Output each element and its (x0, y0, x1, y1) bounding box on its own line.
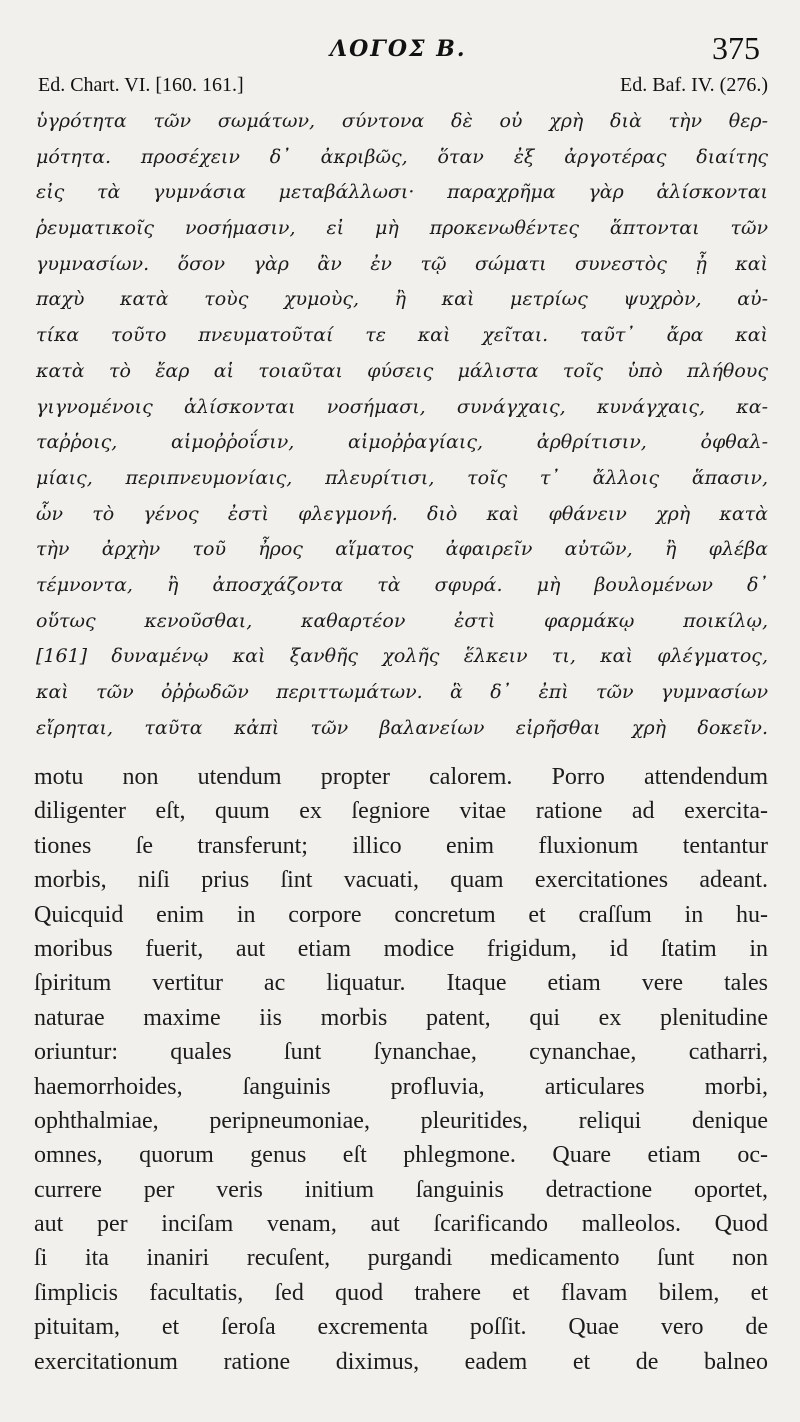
greek-text-line: εἴρηται, ταῦτα κἀπὶ τῶν βαλανείων εἰρῆσθαι χρὴ δοκεῖν. (36, 716, 768, 739)
latin-text-line: currere per veris initium ſanguinis detractione oportet, (34, 1176, 768, 1203)
latin-text-line: exercitationum ratione diximus, eadem et de balneo (34, 1348, 768, 1375)
latin-text-line: morbis, niſi prius ſint vacuati, quam exercitationes adeant. (34, 867, 768, 894)
latin-text-line: ophthalmiae, peripneumoniae, pleuritides, reliqui denique (34, 1107, 768, 1134)
greek-text-line: τὴν ἀρχὴν τοῦ ἦρος αἵματος ἀφαιρεῖν αὐτῶν, ἢ φλέβα (36, 538, 768, 561)
greek-text-line: μίαις, περιπνευμονίαις, πλευρίτισι, τοῖς τ᾽ ἄλλοις ἅπασιν, (36, 466, 768, 489)
running-title: ΛΟΓΟΣ Β. (330, 36, 467, 62)
latin-text-line: motu non utendum propter calorem. Porro attendendum (34, 764, 768, 790)
latin-text-line: moribus fuerit, aut etiam modice frigidum, id ſtatim in (34, 935, 768, 962)
greek-text-line: ταῤῥοις, αἱμοῤῥοΐσιν, αἱμοῤῥαγίαις, ἀρθρίτισιν, ὀφθαλ- (36, 431, 768, 454)
greek-text-line: [161] δυναμένῳ καὶ ξανθῆς χολῆς ἕλκειν τι, καὶ φλέγματος, (36, 645, 768, 668)
latin-text-block (34, 760, 768, 1379)
greek-text-line: ὑγρότητα τῶν σωμάτων, σύντονα δὲ οὐ χρὴ διὰ τὴν θερ- (36, 110, 768, 132)
latin-text-line: pituitam, et ſeroſa excrementa poſſit. Quae vero de (34, 1314, 768, 1341)
greek-text-line: εἰς τὰ γυμνάσια μεταβάλλωσι· παραχρῆμα γὰρ ἁλίσκονται (36, 181, 768, 204)
greek-text-line: γυμνασίων. ὅσον γὰρ ἂν ἐν τῷ σώματι συνεστὸς ᾖ καὶ (36, 252, 768, 275)
running-head (0, 30, 800, 70)
edition-basel-reference: Ed. Baf. IV. (276.) (620, 74, 768, 96)
greek-text-line: καὶ τῶν ὀῤῥωδῶν περιττωμάτων. ἃ δ᾽ ἐπὶ τῶν γυμνασίων (36, 681, 768, 703)
latin-text-line: tiones ſe transferunt; illico enim fluxionum tentantur (34, 832, 768, 859)
greek-text-line: παχὺ κατὰ τοὺς χυμοὺς, ἢ καὶ μετρίως ψυχρὸν, αὐ- (36, 288, 768, 311)
latin-text-line: ſpiritum vertitur ac liquatur. Itaque etiam vere tales (34, 970, 768, 997)
greek-text-line: κατὰ τὸ ἔαρ αἱ τοιαῦται φύσεις μάλιστα τοῖς ὑπὸ πλήθους (36, 359, 768, 382)
latin-text-line: naturae maxime iis morbis patent, qui ex plenitudine (34, 1004, 768, 1031)
latin-text-line: haemorrhoides, ſanguinis profluvia, articulares morbi, (34, 1073, 768, 1100)
edition-chartier-reference: Ed. Chart. VI. [160. 161.] (38, 74, 244, 96)
latin-text-line: diligenter eſt, quum ex ſegniore vitae ratione ad exercita- (34, 798, 768, 825)
latin-text-line: ſimplicis facultatis, ſed quod trahere et flavam bilem, et (34, 1279, 768, 1306)
latin-text-line: oriuntur: quales ſunt ſynanchae, cynanchae, catharri, (34, 1039, 768, 1066)
page-number: 375 (712, 30, 760, 66)
greek-text-line: γιγνομένοις ἁλίσκονται νοσήμασι, συνάγχαις, κυνάγχαις, κα- (36, 395, 768, 418)
greek-text-line: τέμνοντα, ἢ ἀποσχάζοντα τὰ σφυρά. μὴ βουλομένων δ᾽ (36, 573, 768, 596)
latin-text-line: aut per inciſam venam, aut ſcarificando malleolos. Quod (34, 1211, 768, 1238)
greek-text-line: τίκα τοῦτο πνευματοῦταί τε καὶ χεῖται. ταῦτ᾽ ἄρα καὶ (36, 324, 768, 347)
latin-text-line: ſi ita inaniri recuſent, purgandi medicamento ſunt non (34, 1245, 768, 1272)
edition-references (38, 74, 768, 102)
greek-text-line: ὧν τὸ γένος ἐστὶ φλεγμονή. διὸ καὶ φθάνειν χρὴ κατὰ (36, 502, 768, 525)
greek-text-line: μότητα. προσέχειν δ᾽ ἀκριβῶς, ὅταν ἐξ ἀργοτέρας διαίτης (36, 145, 768, 168)
greek-text-line: ῥευματικοῖς νοσήμασιν, εἰ μὴ προκενωθέντες ἅπτονται τῶν (36, 217, 768, 240)
greek-text-line: οὕτως κενοῦσθαι, καθαρτέον ἐστὶ φαρμάκῳ ποικίλῳ, (36, 609, 768, 632)
latin-text-line: Quicquid enim in corpore concretum et craſſum in hu- (34, 901, 768, 928)
greek-text-block (36, 104, 768, 746)
latin-text-line: omnes, quorum genus eſt phlegmone. Quare etiam oc- (34, 1142, 768, 1169)
